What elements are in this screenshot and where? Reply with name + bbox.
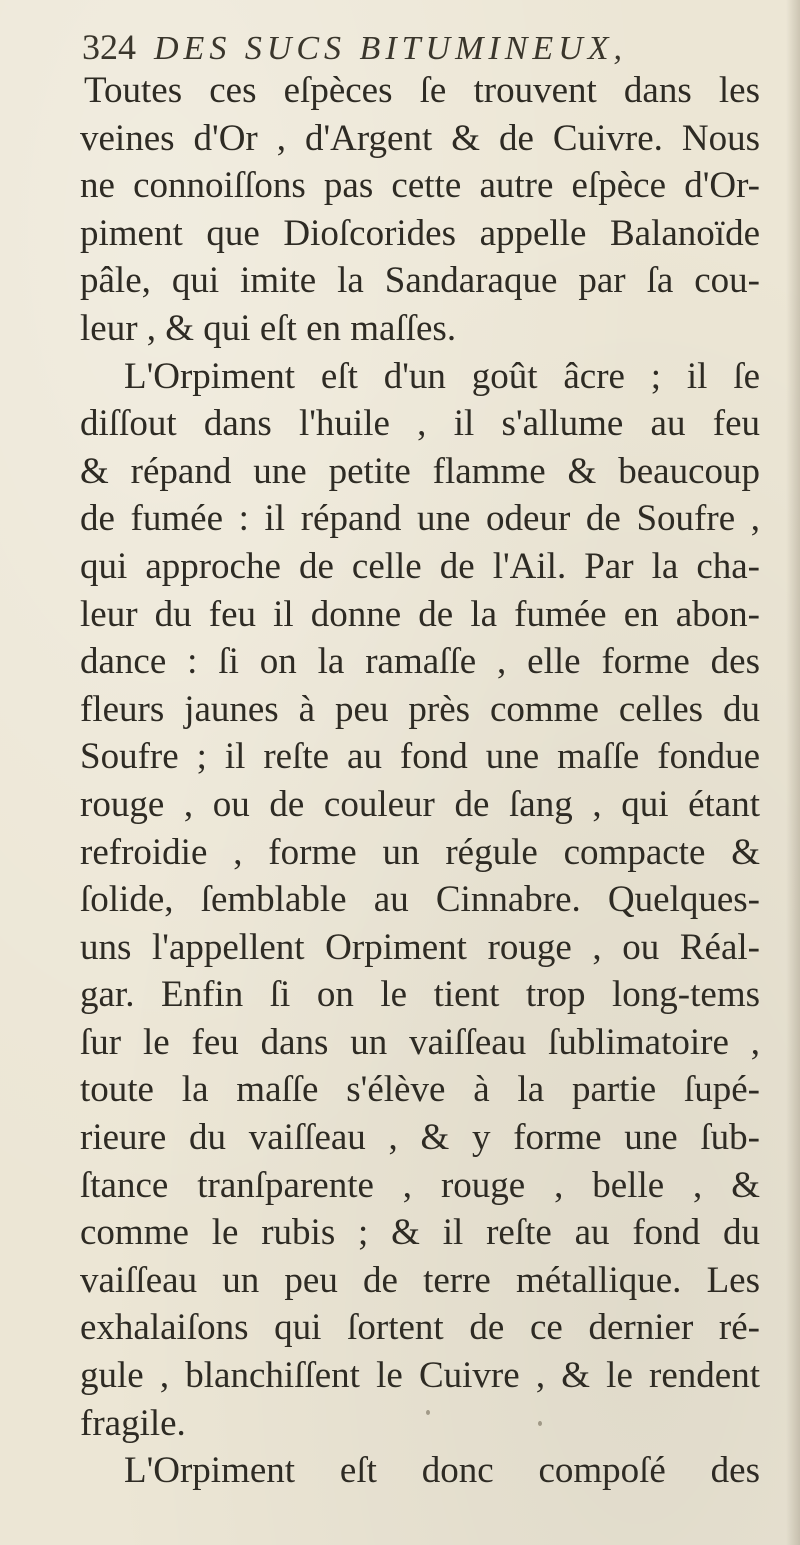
text-line: & répand une petite flamme & beaucoup — [80, 450, 760, 492]
text-line: diſſout dans l'huile , il s'allume au feu — [80, 403, 760, 445]
text-line: qui approche de celle de l'Ail. Par la cha- — [80, 545, 760, 587]
text-line: dance : ſi on la ramaſſe , elle forme des — [80, 641, 760, 683]
text-line: Soufre ; il reſte au fond une maſſe fondue — [80, 736, 760, 778]
text-line: Toutes ces eſpèces ſe trouvent dans les — [84, 70, 760, 111]
text-line: rouge , ou de couleur de ſang , qui étant — [80, 783, 760, 825]
text-line: ſtance tranſparente , rouge , belle , & — [80, 1164, 760, 1206]
text-line: ſur le feu dans un vaiſſeau ſublimatoire , — [80, 1021, 760, 1063]
text-line: vaiſſeau un peu de terre métallique. Les — [80, 1259, 760, 1301]
text-line: toute la maſſe s'élève à la partie ſupé- — [80, 1069, 760, 1111]
text-line: comme le rubis ; & il reſte au fond du — [80, 1212, 760, 1254]
text-line: fragile. — [80, 1402, 186, 1444]
text-line: ſolide, ſemblable au Cinnabre. Quelques- — [80, 879, 760, 921]
text-line: fleurs jaunes à peu près comme celles du — [80, 688, 760, 730]
page-number: 324 — [82, 27, 136, 67]
ink-speck — [426, 1410, 430, 1415]
text-line: L'Orpiment eſt donc compoſé des — [124, 1450, 760, 1492]
ink-speck — [538, 1421, 542, 1426]
page-edge-shadow — [786, 0, 800, 1545]
text-line: gar. Enfin ſi on le tient trop long-tems — [80, 974, 760, 1016]
text-line: veines d'Or , d'Argent & de Cuivre. Nous — [80, 117, 760, 159]
text-line: leur , & qui eſt en maſſes. — [80, 307, 457, 349]
text-line: exhalaiſons qui ſortent de ce dernier ré- — [80, 1307, 760, 1349]
running-title: DES SUCS BITUMINEUX, — [154, 30, 628, 67]
text-line: uns l'appellent Orpiment rouge , ou Réal- — [80, 926, 760, 968]
text-line: pâle, qui imite la Sandaraque par ſa cou- — [80, 260, 760, 302]
text-line: de fumée : il répand une odeur de Soufre , — [80, 498, 760, 540]
text-line: ne connoiſſons pas cette autre eſpèce d'Or- — [80, 165, 760, 207]
text-line: leur du feu il donne de la fumée en abon- — [80, 593, 760, 635]
text-line: piment que Dioſcorides appelle Balanoïde — [80, 212, 760, 254]
body-text — [80, 67, 760, 1495]
text-line: L'Orpiment eſt d'un goût âcre ; il ſe — [124, 355, 760, 397]
text-line: rieure du vaiſſeau , & y forme une ſub- — [80, 1117, 760, 1159]
text-line: refroidie , forme un régule compacte & — [80, 831, 760, 873]
text-line: gule , blanchiſſent le Cuivre , & le rendent — [80, 1355, 760, 1397]
